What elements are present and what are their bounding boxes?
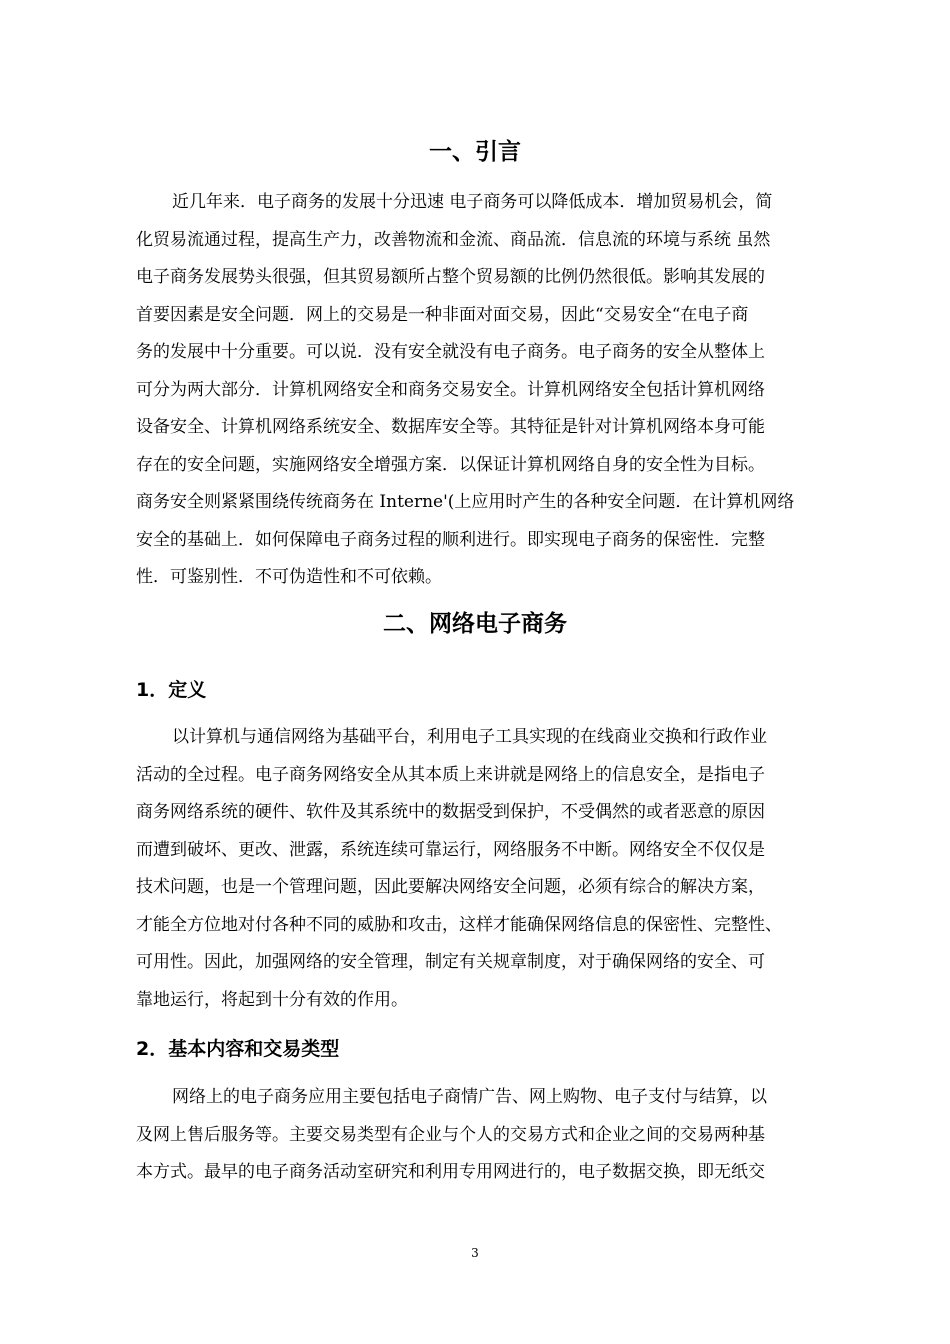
paragraph-line: 商务安全则紧紧围绕传统商务在 Interne'(上应用时产生的各种安全问题．在计算机网络: [136, 492, 795, 512]
subsection-1-heading: 1．定义: [136, 679, 207, 701]
page-number: 3: [471, 1246, 479, 1260]
paragraph-line: 活动的全过程。电子商务网络安全从其本质上来讲就是网络上的信息安全，是指电子: [136, 764, 765, 785]
subsection-2-paragraph: [136, 1079, 856, 1192]
paragraph-line: 而遭到破坏、更改、泄露，系统连续可靠运行，网络服务不中断。网络安全不仅仅是: [136, 839, 765, 860]
paragraph-line: 化贸易流通过程，提高生产力，改善物流和金流、商品流．信息流的环境与系统 虽然: [136, 229, 771, 250]
section-1-paragraph: [136, 184, 856, 597]
paragraph-line: 务的发展中十分重要。可以说．没有安全就没有电子商务。电子商务的安全从整体上: [136, 342, 765, 362]
paragraph-line: 首要因素是安全问题．网上的交易是一种非面对面交易，因此“交易安全“在电子商: [136, 304, 749, 325]
paragraph-line: 安全的基础上．如何保障电子商务过程的顺利进行。即实现电子商务的保密性．完整: [136, 529, 765, 550]
paragraph-line: 技术问题，也是一个管理问题，因此要解决网络安全问题，必须有综合的解决方案，: [136, 877, 765, 897]
paragraph-line: 电子商务发展势头很强，但其贸易额所占整个贸易额的比例仍然很低。影响其发展的: [136, 267, 765, 287]
paragraph-line: 商务网络系统的硬件、软件及其系统中的数据受到保护，不受偶然的或者恶意的原因: [136, 802, 765, 822]
subsection-1-paragraph: [136, 719, 856, 1019]
paragraph-line: 及网上售后服务等。主要交易类型有企业与个人的交易方式和企业之间的交易两种基: [136, 1124, 765, 1145]
paragraph-line: 本方式。最早的电子商务活动室研究和利用专用网进行的，电子数据交换，即无纸交: [136, 1162, 765, 1182]
paragraph-line: 近几年来．电子商务的发展十分迅速 电子商务可以降低成本．增加贸易机会，简: [172, 192, 773, 212]
paragraph-line: 靠地运行，将起到十分有效的作用。: [136, 989, 408, 1010]
paragraph-line: 设备安全、计算机网络系统安全、数据库安全等。其特征是针对计算机网络本身可能: [136, 417, 765, 437]
paragraph-line: 可分为两大部分．计算机网络安全和商务交易安全。计算机网络安全包括计算机网络: [136, 379, 765, 400]
paragraph-line: 可用性。因此，加强网络的安全管理，制定有关规章制度，对于确保网络的安全、可: [136, 952, 765, 972]
paragraph-line: 性．可鉴别性．不可伪造性和不可依赖。: [136, 567, 442, 587]
paragraph-line: 以计算机与通信网络为基础平台，利用电子工具实现的在线商业交换和行政作业: [172, 727, 767, 747]
section-1-heading: 一、引言: [429, 139, 521, 165]
section-2-heading: 二、网络电子商务: [383, 611, 567, 637]
paragraph-line: 网络上的电子商务应用主要包括电子商情广告、网上购物、电子支付与结算，以: [172, 1087, 767, 1107]
paragraph-line: 存在的安全问题，实施网络安全增强方案．以保证计算机网络自身的安全性为目标。: [136, 454, 765, 475]
paragraph-line: 才能全方位地对付各种不同的威胁和攻击，这样才能确保网络信息的保密性、完整性、: [136, 914, 782, 935]
subsection-2-heading: 2．基本内容和交易类型: [136, 1038, 340, 1060]
